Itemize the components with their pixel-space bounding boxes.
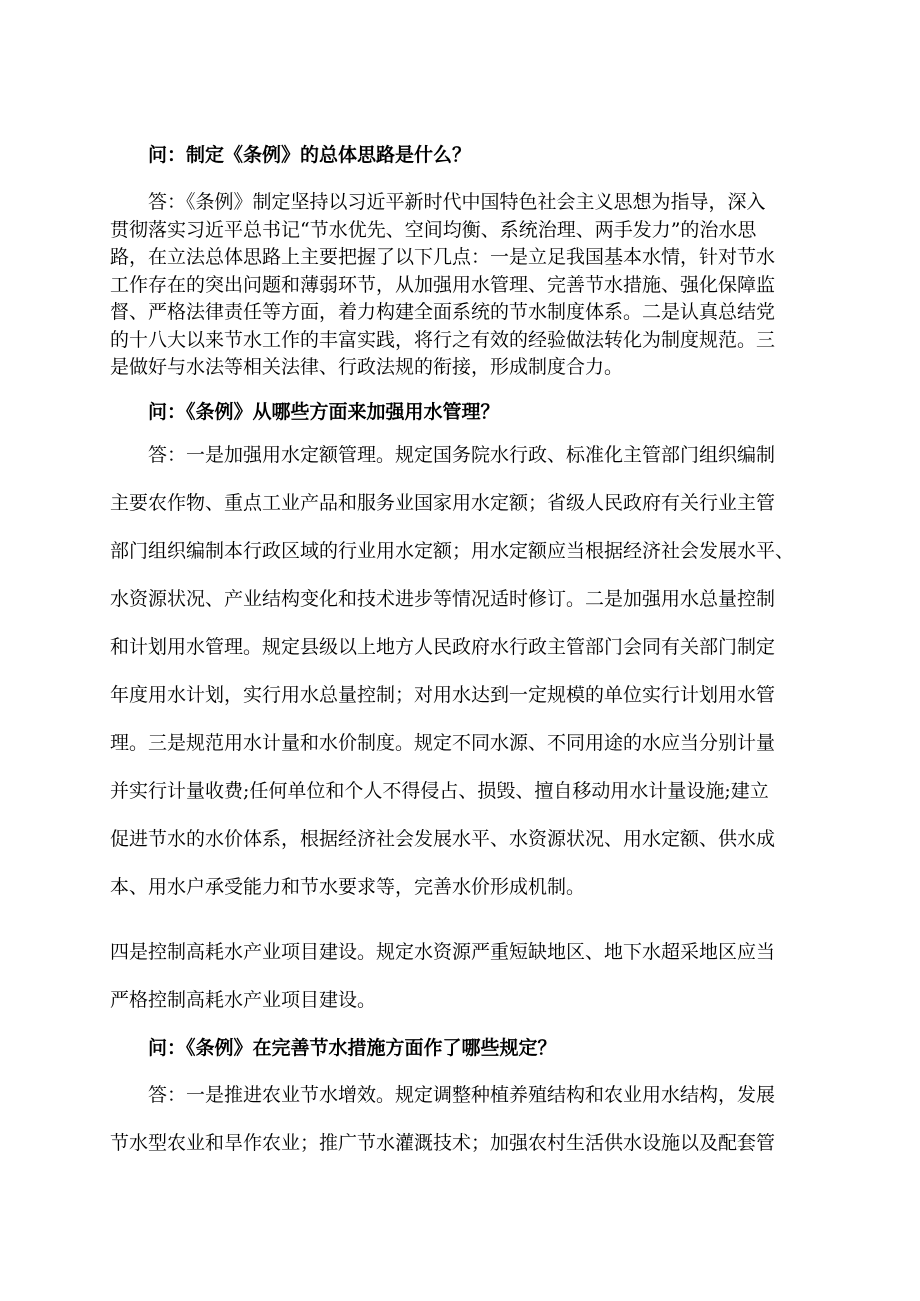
answer-line: 答：一是加强用水定额管理。规定国务院水行政、标准化主管部门组织编制 bbox=[148, 444, 776, 466]
answer-line: 理。三是规范用水计量和水价制度。规定不同水源、不同用途的水应当分别计量 bbox=[110, 732, 776, 754]
answer-line: 节水型农业和旱作农业；推广节水灌溉技术；加强农村生活供水设施以及配套管 bbox=[110, 1132, 776, 1154]
answer-paragraph-2 bbox=[110, 443, 810, 923]
answer-line: 工作存在的突出问题和薄弱环节，从加强用水管理、完善节水措施、强化保障监 bbox=[110, 273, 776, 296]
answer-line: 是做好与水法等相关法律、行政法规的衔接，形成制度合力。 bbox=[110, 356, 624, 378]
answer-line: 部门组织编制本行政区域的行业用水定额；用水定额应当根据经济社会发展水平、 bbox=[110, 540, 795, 562]
answer-line: 答：《条例》制定坚持以习近平新时代中国特色社会主义思想为指导，深入 bbox=[148, 191, 766, 213]
answer-line: 四是控制高耗水产业项目建设。规定水资源严重短缺地区、地下水超采地区应当 bbox=[110, 941, 776, 963]
answer-line: 严格控制高耗水产业项目建设。 bbox=[110, 989, 377, 1011]
answer-line: 的十八大以来节水工作的丰富实践，将行之有效的经验做法转化为制度规范。三 bbox=[110, 328, 776, 351]
answer-paragraph-3 bbox=[110, 1083, 810, 1179]
answer-line: 答：一是推进农业节水增效。规定调整种植养殖结构和农业用水结构，发展 bbox=[148, 1084, 776, 1106]
question-heading-1: 问：制定《条例》的总体思路是什么？ bbox=[148, 144, 472, 166]
answer-line: 路，在立法总体思路上主要把握了以下几点：一是立足我国基本水情，针对节水 bbox=[110, 246, 776, 268]
answer-line: 主要农作物、重点工业产品和服务业国家用水定额；省级人民政府有关行业主管 bbox=[110, 492, 776, 514]
answer-line: 和计划用水管理。规定县级以上地方人民政府水行政主管部门会同有关部门制定 bbox=[110, 636, 776, 658]
answer-paragraph-2-continued bbox=[110, 940, 810, 1036]
answer-line: 年度用水计划，实行用水总量控制；对用水达到一定规模的单位实行计划用水管 bbox=[110, 684, 776, 706]
answer-line: 促进节水的水价体系，根据经济社会发展水平、水资源状况、用水定额、供水成 bbox=[110, 828, 776, 850]
answer-line: 本、用水户承受能力和节水要求等，完善水价形成机制。 bbox=[110, 876, 586, 898]
answer-line: 并实行计量收费;任何单位和个人不得侵占、损毁、擅自移动用水计量设施;建立 bbox=[110, 780, 769, 802]
question-heading-2: 问：《条例》从哪些方面来加强用水管理？ bbox=[148, 401, 500, 423]
answer-paragraph-1 bbox=[110, 190, 810, 383]
answer-line: 贯彻落实习近平总书记“节水优先、空间均衡、系统治理、两手发力”的治水思 bbox=[110, 218, 757, 241]
answer-line: 水资源状况、产业结构变化和技术进步等情况适时修订。二是加强用水总量控制 bbox=[110, 588, 776, 610]
question-heading-3: 问：《条例》在完善节水措施方面作了哪些规定？ bbox=[148, 1037, 557, 1059]
answer-line: 督、严格法律责任等方面，着力构建全面系统的节水制度体系。二是认真总结党 bbox=[110, 301, 776, 323]
